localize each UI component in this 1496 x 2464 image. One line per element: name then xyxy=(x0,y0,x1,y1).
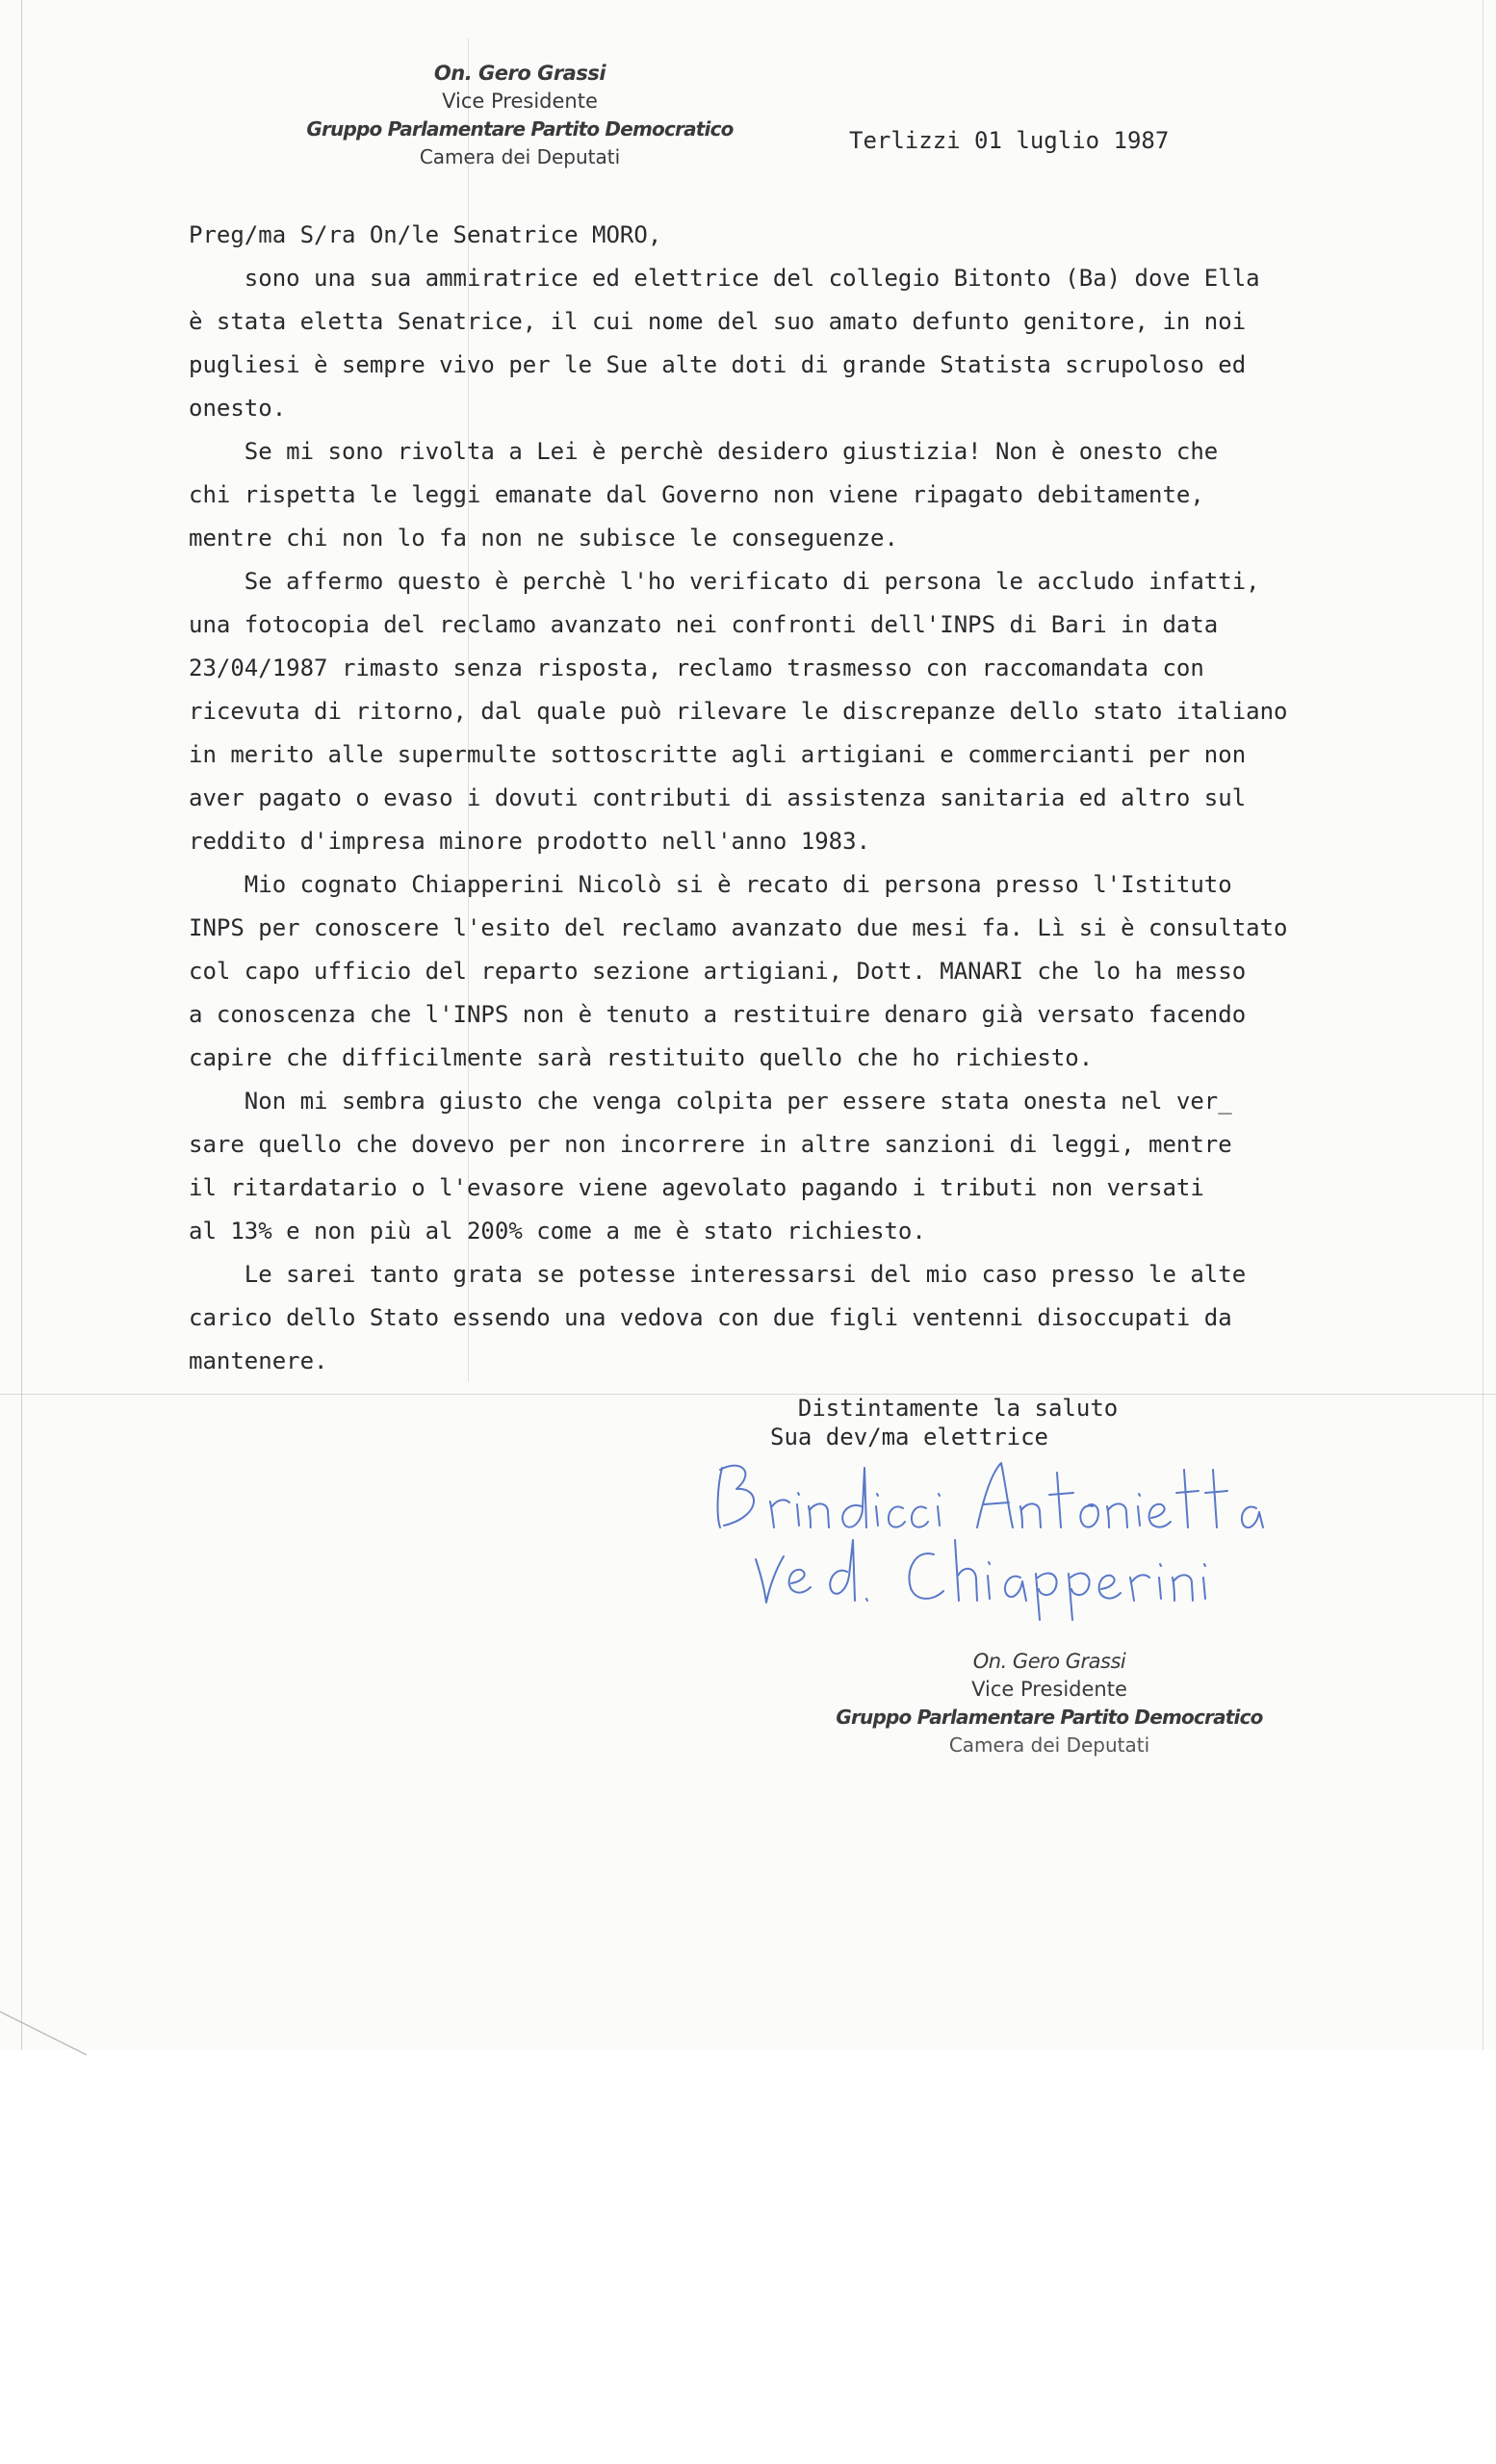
body-line: capire che difficilmente sarà restituito quello che ho richiesto. xyxy=(189,1044,1094,1071)
body-line: mantenere. xyxy=(189,1348,328,1374)
body-line: Se mi sono rivolta a Lei è perchè desidero giustizia! Non è onesto che xyxy=(189,438,1219,465)
body-line: al 13% e non più al 200% come a me è stato richiesto. xyxy=(189,1218,926,1245)
body-line: reddito d'impresa minore prodotto nell'anno 1983. xyxy=(189,828,871,855)
body-line: sare quello che dovevo per non incorrere in altre sanzioni di leggi, mentre xyxy=(189,1131,1232,1158)
letterhead-name: On. Gero Grassi xyxy=(433,62,606,85)
footer-name: On. Gero Grassi xyxy=(972,1650,1126,1673)
closing-line-2: Sua dev/ma elettrice xyxy=(770,1424,1048,1450)
body-line: a conoscenza che l'INPS non è tenuto a restituire denaro già versato facendo xyxy=(189,1001,1247,1028)
body-line: INPS per conoscere l'esito del reclamo avanzato due mesi fa. Lì si è consultato xyxy=(189,914,1288,941)
body-line: Le sarei tanto grata se potesse interessarsi del mio caso presso le alte xyxy=(189,1261,1247,1288)
closing-line-1: Distintamente la saluto xyxy=(770,1395,1119,1422)
paper-fold-horizontal xyxy=(0,1394,1496,1395)
body-line: una fotocopia del reclamo avanzato nei confronti dell'INPS di Bari in data xyxy=(189,611,1219,638)
footer-chamber: Camera dei Deputati xyxy=(948,1733,1150,1757)
body-lines xyxy=(189,257,1363,1383)
closing xyxy=(770,1394,1118,1451)
letterhead-chamber: Camera dei Deputati xyxy=(419,145,621,168)
body-line: in merito alle supermulte sottoscritte agli artigiani e commercianti per non xyxy=(189,741,1247,768)
body-line: col capo ufficio del reparto sezione artigiani, Dott. MANARI che lo ha messo xyxy=(189,958,1247,985)
footer-role: Vice Presidente xyxy=(971,1678,1127,1701)
body-line: è stata eletta Senatrice, il cui nome del suo amato defunto genitore, in noi xyxy=(189,308,1247,335)
letter-date: Terlizzi 01 luglio 1987 xyxy=(849,127,1170,154)
body-line: mentre chi non lo fa non ne subisce le conseguenze. xyxy=(189,525,898,552)
body-line: Mio cognato Chiapperini Nicolò si è recato di persona presso l'Istituto xyxy=(189,871,1232,898)
scan-left-edge xyxy=(21,0,22,2050)
footer-letterhead xyxy=(818,1648,1280,1759)
letterhead-group: Gruppo Parlamentare Partito Democratico xyxy=(306,117,734,141)
body-line: pugliesi è sempre vivo per le Sue alte doti di grande Statista scrupoloso ed xyxy=(189,351,1247,378)
body-line: carico dello Stato essendo una vedova con due figli ventenni disoccupati da xyxy=(189,1304,1232,1331)
body-line: aver pagato o evaso i dovuti contributi di assistenza sanitaria ed altro sul xyxy=(189,784,1247,811)
letter-body xyxy=(189,214,1363,1383)
body-line: 23/04/1987 rimasto senza risposta, reclamo trasmesso con raccomandata con xyxy=(189,654,1204,681)
handwritten-signature xyxy=(703,1449,1357,1622)
body-line: sono una sua ammiratrice ed elettrice del collegio Bitonto (Ba) dove Ella xyxy=(189,265,1260,292)
body-line: Non mi sembra giusto che venga colpita per essere stata onesta nel ver_ xyxy=(189,1088,1232,1115)
body-line: il ritardatario o l'evasore viene agevolato pagando i tributi non versati xyxy=(189,1174,1204,1201)
salutation: Preg/ma S/ra On/le Senatrice MORO, xyxy=(189,221,662,248)
letterhead xyxy=(289,60,751,171)
body-line: Se affermo questo è perchè l'ho verificato di persona le accludo infatti, xyxy=(189,568,1260,595)
body-line: onesto. xyxy=(189,395,287,422)
body-line: ricevuta di ritorno, dal quale può rilevare le discrepanze dello stato italiano xyxy=(189,698,1288,725)
paper-corner-shadow xyxy=(0,2002,87,2060)
body-line: chi rispetta le leggi emanate dal Governo non viene ripagato debitamente, xyxy=(189,481,1204,508)
letterhead-role: Vice Presidente xyxy=(442,90,598,113)
footer-group: Gruppo Parlamentare Partito Democratico xyxy=(836,1706,1263,1729)
